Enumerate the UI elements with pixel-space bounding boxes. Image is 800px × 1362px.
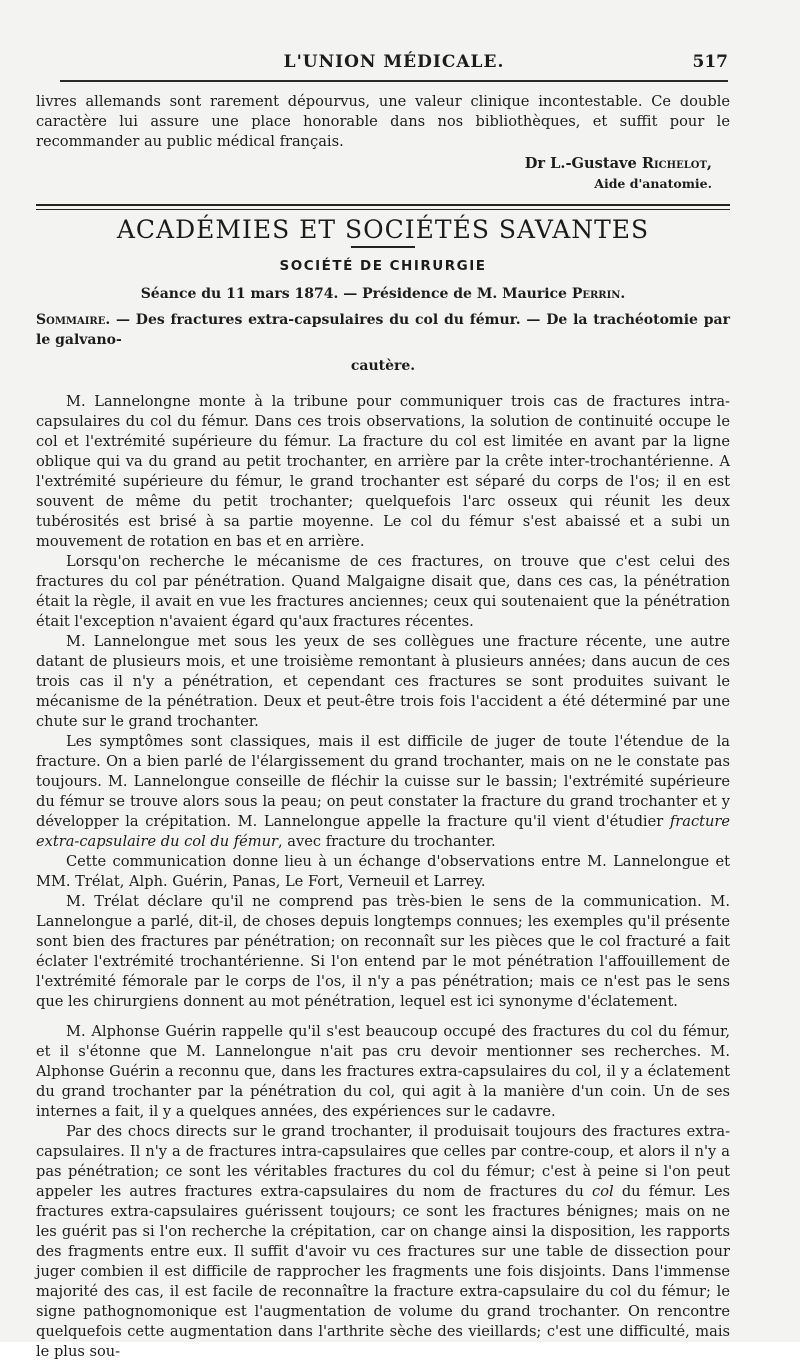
body-text-run: du fémur. Les fractures extra-capsulaires guérissent toujours; ce sont les fractures bénignes; mais on ne les guérit pas si l'on recherche la crépitation, car on change ainsi la disposition, les rapports des fragments entre eux. Il suffit d'avoir vu ces fractures sur une table de dissection pour juger combien il est difficile de rapprocher les fragments une fois disjoints. Dans l'immense majorité des cas, il est facile de reconnaître la fracture extra-capsulaire du col du fémur; le signe pathognomonique est l'augmentation de volume du grand trochanter. On rencontre quelquefois cette augmentation dans l'arthrite sèche des vieillards; c'est une difficulté, mais le plus sou- <box>36 1183 730 1360</box>
body-paragraph: Lorsqu'on recherche le mécanisme de ces fractures, on trouve que c'est celui des fractures du col par pénétration. Quand Malgaigne disait que, dans ces cas, la pénétration était la règle, il avait en vue les fractures anciennes; ceux qui soutenaient que la pénétration était l'exception n'avaient égard qu'aux fractures récentes. <box>36 553 730 630</box>
sommaire-label: Sommaire. <box>36 312 111 328</box>
section-title: ACADÉMIES ET SOCIÉTÉS SAVANTES <box>116 215 650 244</box>
signature-prefix: Dr L.-Gustave <box>524 155 642 172</box>
body-text-run: Par des chocs directs sur le grand trochanter, il produisait toujours des fractures extra-capsulaires. Il n'y a de fractures intra-capsulaires que celles par contre-coup, et alors il n'y a pas pénétration; ce sont les véritables fractures du col du fémur; c'est à peine si l'on peut appeler les autres fractures extra-capsulaires du nom de fractures du <box>36 1123 730 1200</box>
signature-block <box>36 154 730 194</box>
article-body <box>36 392 730 1362</box>
seance-suffix: . <box>620 286 626 302</box>
body-italic-run: fracture extra-capsulaire du col du fémur <box>36 813 730 850</box>
page-number: 517 <box>692 52 728 72</box>
sommaire-text: — Des fractures extra-capsulaires du col du fémur. — De la trachéotomie par le galvano- <box>36 312 730 348</box>
body-paragraph: M. Trélat déclare qu'il ne comprend pas très-bien le sens de la communication. M. Lannelongue a parlé, dit-il, de choses depuis longtemps connues; les exemples qu'il présente sont bien des fractures par pénétration; on reconnaît sur les pièces que le col fracturé a fait éclater l'extrémité trochantérienne. Si l'on entend par le mot pénétration l'affouillement de l'extrémité fémorale par le corps de l'os, il n'y a pas pénétration; mais ce n'est pas le sens que les chirurgiens donnent au mot pénétration, lequel est ici synonyme d'éclatement. <box>36 893 730 1010</box>
signature-suffix: , <box>706 155 712 172</box>
sommaire-end: cautère. <box>350 358 416 374</box>
seance-president: Perrin <box>571 286 621 302</box>
body-paragraph <box>36 1122 730 1362</box>
body-text-run: , avec fracture du trochanter. <box>278 833 496 850</box>
body-paragraph: M. Lannelongue met sous les yeux de ses collègues une fracture récente, une autre datant de plusieurs mois, et une troisième remontant à plusieurs années; dans aucun de ces trois cas il n'y a pénétration, et cependant ces fractures se sont produites suivant le mécanisme de la pénétration. Deux et peut-être trois fois l'accident a été déterminé par une chute sur le grand trochanter. <box>36 633 730 730</box>
body-paragraph: Cette communication donne lieu à un échange d'observations entre M. Lannelongue et MM. Trélat, Alph. Guérin, Panas, Le Fort, Verneuil et Larrey. <box>36 853 730 890</box>
section-divider <box>36 204 730 210</box>
seance-text: Séance du 11 mars 1874. — Présidence de M. Maurice <box>140 286 572 302</box>
title-underline <box>351 246 415 248</box>
body-paragraph: M. Lannelongne monte à la tribune pour communiquer trois cas de fractures intra-capsulaires du col du fémur. Dans ces trois observations, la solution de continuité occupe le col et l'extrémité supérieure du fémur. La fracture du col est limitée en avant par la ligne oblique qui va du grand au petit trochanter, en arrière par la crête inter-trochantérienne. A l'extrémité supérieure du fémur, le grand trochanter est séparé du corps de l'os; il en est souvent de même du petit trochanter; quelquefois l'arc osseux qui réunit les deux tubérosités est brisé à sa partie moyenne. Le col du fémur s'est abaissé et a subi un mouvement de rotation en bas et en arrière. <box>36 393 730 550</box>
running-head: L'UNION MÉDICALE. <box>283 52 505 72</box>
body-text-run: Les symptômes sont classiques, mais il est difficile de juger de toute l'étendue de la fracture. On a bien parlé de l'élargissement du grand trochanter, mais on ne le constate pas toujours. M. Lannelongue conseille de fléchir la cuisse sur le bassin; l'extrémité supérieure du fémur se trouve alors sous la peau; on peut constater la fracture du grand trochanter et y développer la crépitation. M. Lannelongue appelle la fracture qu'il vient d'étudier <box>36 733 730 830</box>
signature <box>36 154 712 174</box>
signature-name: Richelot <box>641 155 707 172</box>
paragraph-gap <box>36 1012 730 1022</box>
intro-paragraph: livres allemands sont rarement dépourvus, une valeur clinique incontestable. Ce double caractère lui assure une place honorable dans nos bibliothèques, et suffit pour le recommander au public médical français. <box>36 93 730 150</box>
signature-role: Aide d'anatomie. <box>594 176 712 191</box>
society-heading: SOCIÉTÉ DE CHIRURGIE <box>279 258 487 274</box>
body-paragraph <box>36 732 730 852</box>
page-header <box>60 46 728 82</box>
body-italic-run: col <box>592 1183 614 1200</box>
seance-line <box>36 284 730 304</box>
sommaire <box>36 310 730 350</box>
body-paragraph: M. Alphonse Guérin rappelle qu'il s'est beaucoup occupé des fractures du col du fémur, et il s'étonne que M. Lannelongue n'ait pas cru devoir mentionner ses recherches. M. Alphonse Guérin a reconnu que, dans les fractures extra-capsulaires du col, il y a éclatement du grand trochanter par la pénétration du col, qui agit à la manière d'un coin. Un de ses internes a fait, il y a quelques années, des expériences sur le cadavre. <box>36 1023 730 1120</box>
page-content <box>36 92 730 1362</box>
